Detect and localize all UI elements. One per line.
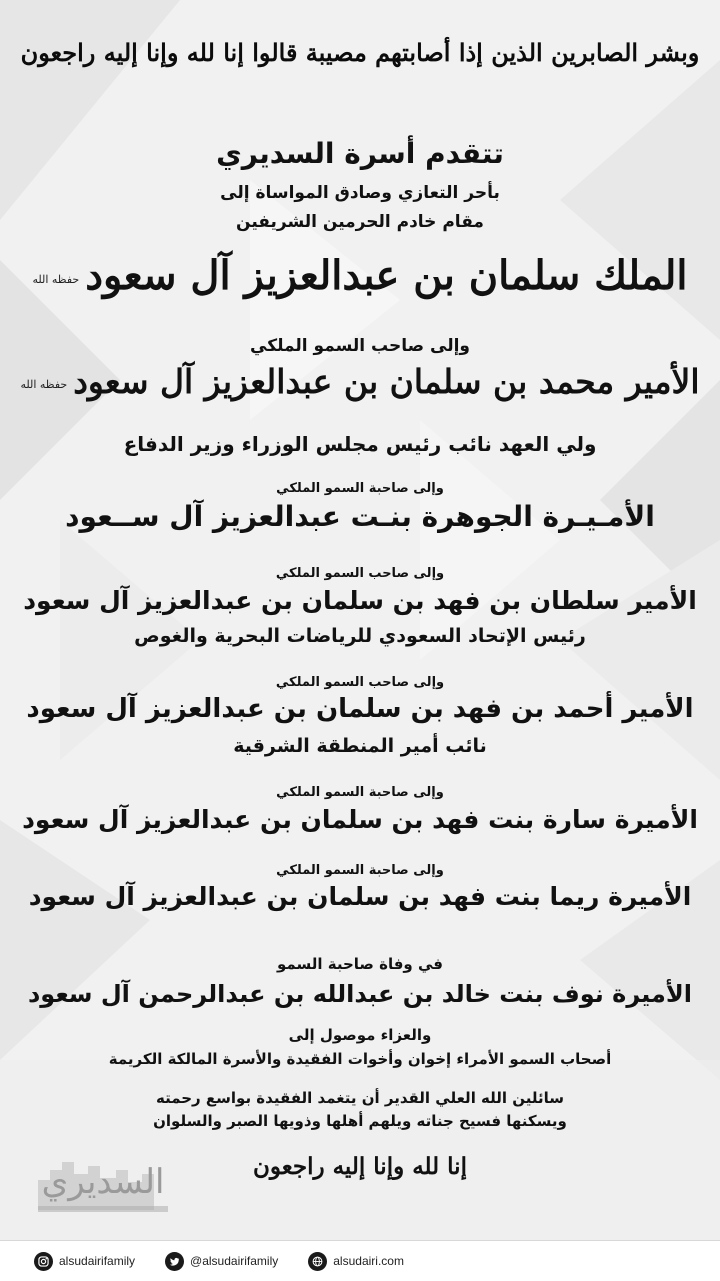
prayer-line-1: سائلين الله العلي القدير أن يتغمد الفقيدة بواسع رحمته xyxy=(155,1089,565,1107)
recipient-3-intro: وإلى صاحب السمو الملكي xyxy=(275,675,445,690)
website-url: alsudairi.com xyxy=(333,1254,404,1268)
recipient-5-intro: وإلى صاحبة السمو الملكي xyxy=(276,863,444,878)
recipient-5-name: الأميرة ريما بنت فهد بن سلمان بن عبدالعزيز آل سعود xyxy=(28,882,692,911)
twitter-link[interactable] xyxy=(165,1252,278,1271)
recipient-2-intro: وإلى صاحب السمو الملكي xyxy=(275,566,445,581)
king-honorific: حفظه الله xyxy=(32,272,80,286)
footer-bar xyxy=(0,1240,720,1281)
quran-verse-header: وبشر الصابرين الذين إذا أصابتهم مصيبة قالوا إنا لله وإنا إليه راجعون xyxy=(20,38,700,67)
instagram-link[interactable] xyxy=(34,1252,135,1271)
twitter-handle: @alsudairifamily xyxy=(190,1254,279,1268)
death-intro: في وفاة صاحبة السمو xyxy=(277,955,443,973)
deceased-name: الأميرة نوف بنت خالد بن عبدالله بن عبدالرحمن آل سعود xyxy=(27,980,693,1008)
logo-text: السديري xyxy=(41,1162,165,1202)
recipient-3-desc: نائب أمير المنطقة الشرقية xyxy=(233,735,487,757)
crown-prince-name xyxy=(20,362,700,401)
recipient-1-intro: وإلى صاحبة السمو الملكي xyxy=(276,481,444,496)
king-name-text: الملك سلمان بن عبدالعزيز آل سعود xyxy=(85,252,688,299)
recipient-1-name: الأمـيـرة الجوهرة بنـت عبدالعزيز آل ســعود xyxy=(65,500,655,533)
website-link[interactable] xyxy=(308,1252,404,1271)
crown-prince-title: ولي العهد نائب رئيس مجلس الوزراء وزير الدفاع xyxy=(123,432,597,456)
twitter-icon xyxy=(165,1252,184,1271)
instagram-handle: alsudairifamily xyxy=(59,1254,136,1268)
recipient-4-name: الأميرة سارة بنت فهد بن سلمان بن عبدالعزيز آل سعود xyxy=(22,805,698,834)
intro-line-2: مقام خادم الحرمين الشريفين xyxy=(236,212,484,232)
family-logo xyxy=(28,1140,178,1220)
king-name xyxy=(20,252,700,299)
crown-prince-name-text: الأمير محمد بن سلمان بن عبدالعزيز آل سعود xyxy=(73,362,700,401)
intro-line-1: بأحر التعازي وصادق المواساة إلى xyxy=(220,183,500,203)
recipient-3-name: الأمير أحمد بن فهد بن سلمان بن عبدالعزيز آل سعود xyxy=(26,694,694,724)
recipient-2-desc: رئيس الإتحاد السعودي للرياضات البحرية والغوص xyxy=(134,625,586,647)
crown-prince-intro: وإلى صاحب السمو الملكي xyxy=(250,336,470,356)
closing-verse: إنا لله وإنا إليه راجعون xyxy=(253,1153,467,1180)
prayer-line-2: ويسكنها فسيح جناته ويلهم أهلها وذويها الصبر والسلوان xyxy=(153,1112,567,1130)
presenter-heading: تتقدم أسرة السديري xyxy=(216,137,504,170)
instagram-icon xyxy=(34,1252,53,1271)
globe-icon xyxy=(308,1252,327,1271)
condolence-line-2: أصحاب السمو الأمراء إخوان وأخوات الفقيدة والأسرة المالكة الكريمة xyxy=(108,1050,612,1068)
crown-prince-honorific: حفظه الله xyxy=(20,377,68,391)
recipient-2-name: الأمير سلطان بن فهد بن سلمان بن عبدالعزيز آل سعود xyxy=(23,586,697,615)
condolence-line-1: والعزاء موصول إلى xyxy=(288,1026,432,1044)
recipient-4-intro: وإلى صاحبة السمو الملكي xyxy=(276,785,444,800)
